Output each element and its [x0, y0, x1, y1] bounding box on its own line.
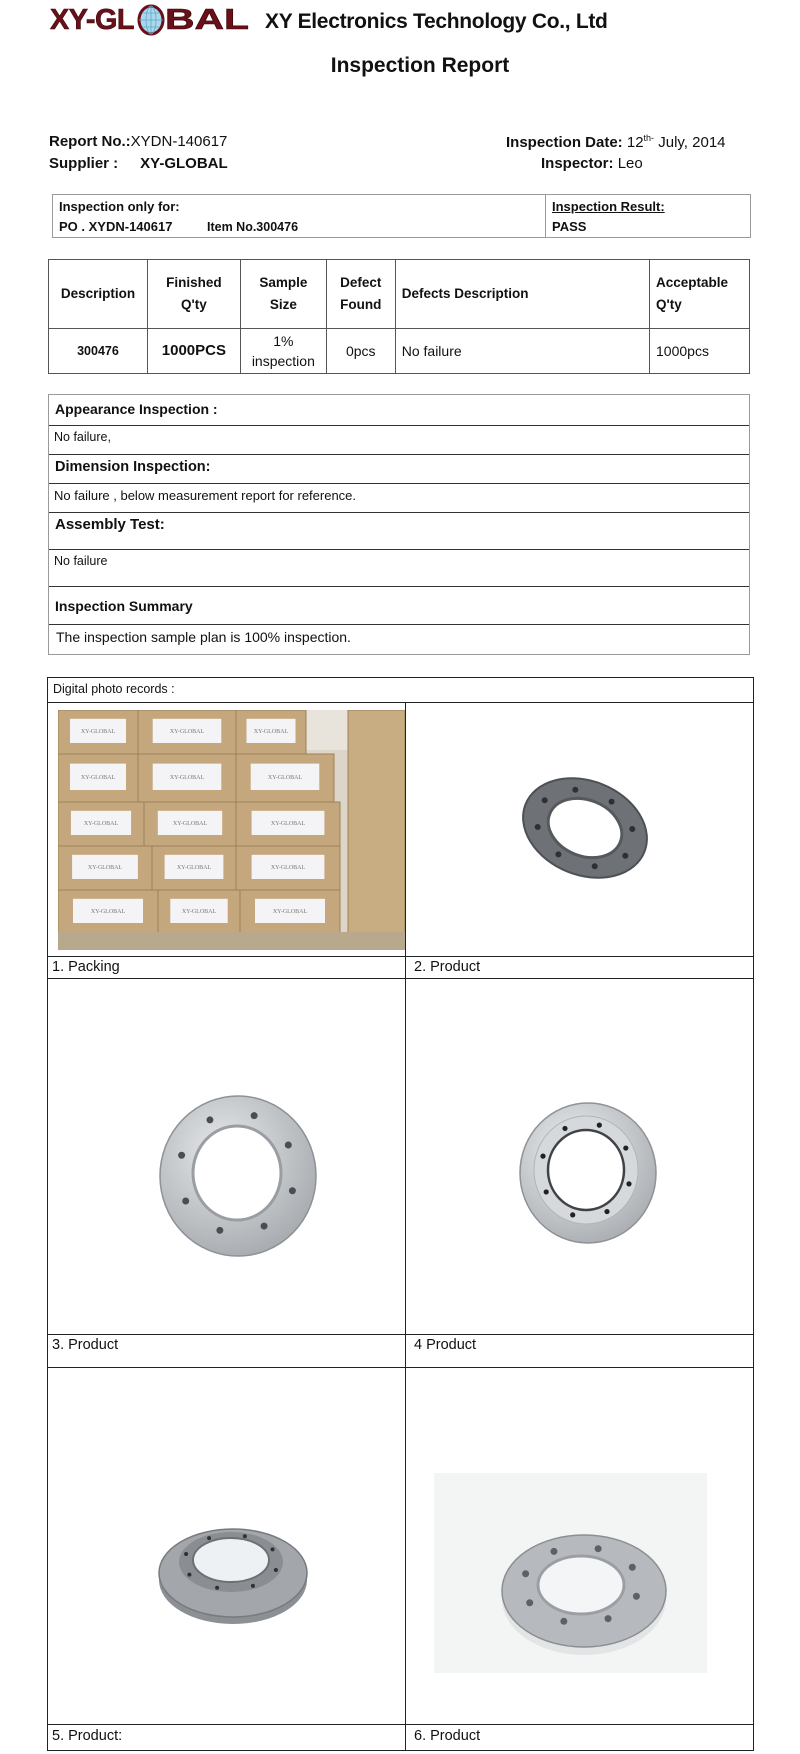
inspection-sections — [48, 394, 750, 655]
bolt-hole — [271, 1547, 275, 1551]
cell-defect-found: 0pcs — [326, 329, 395, 374]
box-label-text: XY-GLOBAL — [169, 728, 205, 735]
dimension-text-row — [49, 484, 749, 513]
bolt-hole — [550, 1548, 557, 1555]
box-label-text: XY-GLOBAL — [90, 908, 126, 915]
summary-text: The inspection sample plan is 100% inspection. — [56, 629, 351, 645]
header-acceptable-qty: Acceptable Q'ty — [650, 260, 750, 329]
header-defect-found: Defect Found — [326, 260, 395, 329]
bolt-hole — [243, 1534, 247, 1538]
bolt-hole — [289, 1187, 296, 1194]
caption-5: 5. Product: — [52, 1728, 123, 1744]
bolt-hole — [251, 1112, 258, 1119]
caption-row-2 — [48, 1335, 753, 1368]
company-name: XY Electronics Technology Co., Ltd — [265, 10, 608, 33]
table-row — [49, 329, 750, 374]
po-box — [52, 194, 751, 238]
box-label-text: XY-GLOBAL — [169, 774, 205, 781]
appearance-text-row — [49, 426, 749, 455]
bolt-hole — [570, 1212, 575, 1217]
date-suffix: th- — [643, 133, 655, 143]
summary-heading-row — [49, 587, 749, 625]
appearance-heading-row — [49, 395, 749, 426]
cell-description: 300476 — [49, 329, 148, 374]
bolt-hole — [215, 1586, 219, 1590]
bolt-hole — [187, 1573, 191, 1577]
bolt-hole — [605, 1615, 612, 1622]
packing-photo — [58, 710, 405, 950]
supplier — [49, 155, 228, 172]
cell-defects-description: No failure — [395, 329, 649, 374]
caption-row-1 — [48, 957, 753, 979]
inspector-label: Inspector: — [541, 155, 614, 172]
box-label-text: XY-GLOBAL — [270, 820, 306, 827]
box-label-text: XY-GLOBAL — [176, 864, 212, 871]
dimension-heading: Dimension Inspection: — [55, 459, 211, 475]
header-description: Description — [49, 260, 148, 329]
box-label-text: XY-GLOBAL — [80, 774, 116, 781]
box-label-text: XY-GLOBAL — [272, 908, 308, 915]
item-number: Item No.300476 — [207, 220, 299, 234]
caption-6: 6. Product — [414, 1728, 481, 1744]
bolt-hole — [544, 1189, 549, 1194]
report-number-value: XYDN-140617 — [130, 133, 228, 150]
photo-row-3 — [48, 1368, 753, 1725]
bolt-hole — [633, 1593, 640, 1600]
po-number: PO . XYDN-140617 — [59, 219, 173, 234]
report-number — [49, 133, 227, 150]
table-header-row — [49, 260, 750, 329]
bolt-hole — [207, 1536, 211, 1540]
bolt-hole — [604, 1209, 609, 1214]
bolt-hole — [526, 1599, 533, 1606]
bolt-hole — [626, 1181, 631, 1186]
bolt-hole — [522, 1570, 529, 1577]
inspector — [541, 155, 643, 172]
assembly-text-row — [49, 550, 749, 587]
caption-row-3 — [48, 1725, 753, 1751]
photo-row-1 — [48, 703, 753, 957]
photo-records — [47, 677, 754, 1751]
header-sample-size: Sample Size — [240, 260, 326, 329]
inspection-table — [48, 259, 750, 374]
summary-text-row — [49, 625, 749, 655]
report-number-label: Report No.: — [49, 133, 131, 150]
report-title: Inspection Report — [330, 54, 510, 77]
bolt-hole — [274, 1568, 278, 1572]
box-label-text: XY-GLOBAL — [172, 820, 208, 827]
po-label: Inspection only for: — [59, 199, 180, 214]
product-photo-5 — [153, 1518, 313, 1628]
box-label-text: XY-GLOBAL — [267, 774, 303, 781]
caption-1: 1. Packing — [52, 959, 120, 975]
result-value: PASS — [552, 219, 587, 234]
header-finished-qty: Finished Q'ty — [147, 260, 240, 329]
product-photo-6 — [434, 1473, 707, 1673]
company-logo — [50, 4, 250, 36]
bolt-hole — [182, 1197, 189, 1204]
result-label: Inspection Result: — [552, 199, 665, 214]
appearance-heading: Appearance Inspection : — [55, 401, 218, 417]
date-label: Inspection Date: — [506, 134, 623, 151]
po-divider — [545, 195, 546, 237]
inspector-value: Leo — [617, 155, 643, 172]
bolt-hole — [560, 1618, 567, 1625]
appearance-text: No failure, — [54, 430, 111, 444]
bolt-hole — [261, 1223, 268, 1230]
bolt-hole — [597, 1122, 602, 1127]
cardboard-box — [348, 710, 405, 934]
caption-3: 3. Product — [52, 1337, 119, 1353]
cell-sample-size: 1% inspection — [240, 329, 326, 374]
product-photo-2 — [510, 763, 660, 893]
box-label-text: XY-GLOBAL — [87, 864, 123, 871]
dimension-heading-row — [49, 455, 749, 484]
product-photo-4 — [516, 1098, 661, 1248]
bolt-hole — [206, 1116, 213, 1123]
assembly-heading-row — [49, 513, 749, 550]
dimension-text: No failure , below measurement report for reference. — [54, 488, 357, 503]
box-label-text: XY-GLOBAL — [80, 728, 116, 735]
cell-acceptable-qty: 1000pcs — [650, 329, 750, 374]
box-label-text: XY-GLOBAL — [270, 864, 306, 871]
assembly-heading: Assembly Test: — [55, 516, 165, 533]
date-rest: July, 2014 — [658, 134, 726, 151]
box-label-text: XY-GLOBAL — [181, 908, 217, 915]
photo-header-row — [48, 678, 753, 703]
supplier-label: Supplier : — [49, 155, 119, 172]
cell-finished-qty: 1000PCS — [147, 329, 240, 374]
bolt-hole — [623, 1145, 628, 1150]
inspection-date — [506, 133, 726, 151]
box-label-text: XY-GLOBAL — [83, 820, 119, 827]
bolt-hole — [595, 1545, 602, 1552]
box-label-text: XY-GLOBAL — [253, 728, 289, 735]
assembly-text: No failure — [54, 554, 108, 568]
header-defects-description: Defects Description — [395, 260, 649, 329]
caption-4: 4 Product — [414, 1337, 477, 1353]
photo-records-title: Digital photo records : — [53, 682, 175, 696]
supplier-value: XY-GLOBAL — [140, 155, 228, 172]
bolt-hole — [251, 1584, 255, 1588]
bolt-hole — [629, 1564, 636, 1571]
bolt-hole — [178, 1152, 185, 1159]
summary-heading: Inspection Summary — [55, 598, 193, 614]
caption-2: 2. Product — [414, 959, 481, 975]
date-day: 12 — [626, 134, 644, 151]
photo-row-2 — [48, 979, 753, 1335]
bolt-hole — [184, 1552, 188, 1556]
product-photo-3 — [153, 1091, 323, 1261]
bolt-hole — [216, 1227, 223, 1234]
svg-text:BAL: BAL — [165, 4, 249, 36]
bolt-hole — [562, 1126, 567, 1131]
bolt-hole — [540, 1154, 545, 1159]
svg-text:XY-GL: XY-GL — [50, 4, 134, 36]
bolt-hole — [285, 1142, 292, 1149]
